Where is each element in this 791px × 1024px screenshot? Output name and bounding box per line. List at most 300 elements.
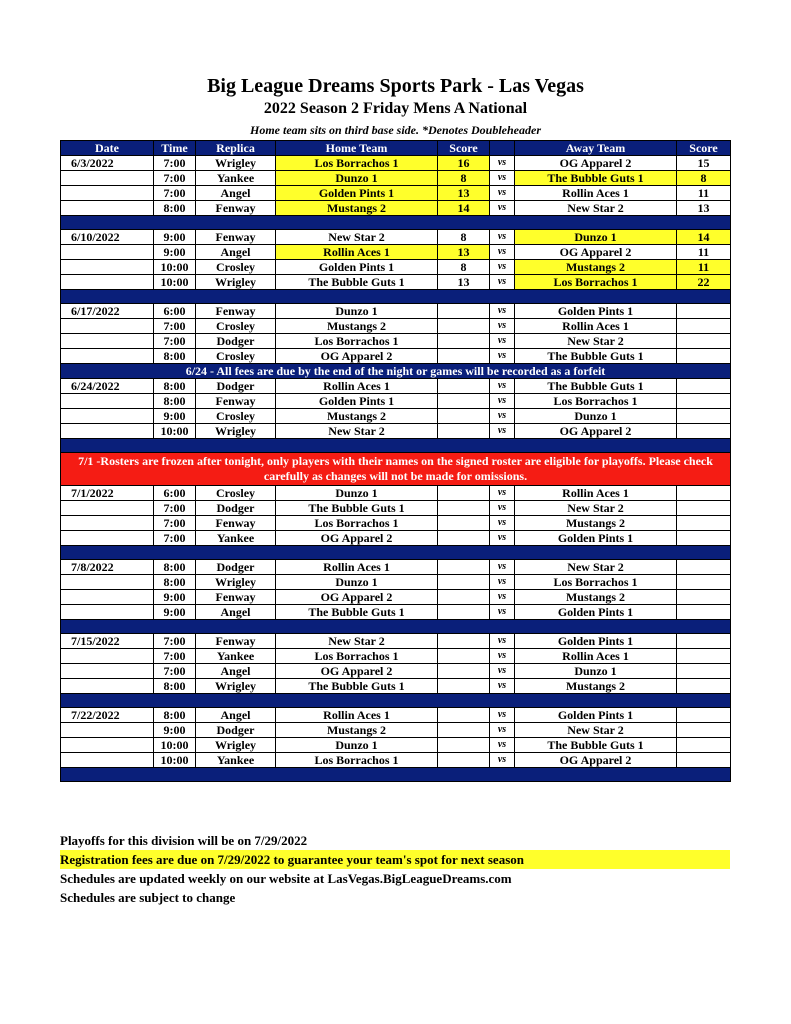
game-field: Dodger (196, 560, 276, 575)
game-date (61, 245, 154, 260)
game-date (61, 319, 154, 334)
separator-bar (61, 290, 731, 304)
away-score: 22 (677, 275, 731, 290)
game-field: Wrigley (196, 424, 276, 439)
vs-label: vs (490, 201, 515, 216)
game-time: 7:00 (154, 531, 196, 546)
away-score (677, 575, 731, 590)
vs-label: vs (490, 605, 515, 620)
away-score (677, 664, 731, 679)
vs-label: vs (490, 245, 515, 260)
home-score (438, 664, 490, 679)
away-score (677, 334, 731, 349)
page-title: Big League Dreams Sports Park - Las Vegas (207, 75, 584, 97)
game-date (61, 201, 154, 216)
game-field: Wrigley (196, 679, 276, 694)
home-score (438, 575, 490, 590)
game-time: 8:00 (154, 201, 196, 216)
game-row (61, 575, 731, 590)
home-score (438, 319, 490, 334)
game-field: Wrigley (196, 156, 276, 171)
game-time: 8:00 (154, 349, 196, 364)
home-team: Los Borrachos 1 (276, 516, 438, 531)
vs-label: vs (490, 560, 515, 575)
game-row (61, 334, 731, 349)
game-time: 6:00 (154, 304, 196, 319)
away-team: Dunzo 1 (515, 230, 677, 245)
game-field: Dodger (196, 334, 276, 349)
vs-label: vs (490, 349, 515, 364)
game-row (61, 649, 731, 664)
home-team: Golden Pints 1 (276, 394, 438, 409)
game-field: Yankee (196, 531, 276, 546)
game-field: Angel (196, 186, 276, 201)
vs-label: vs (490, 275, 515, 290)
away-team: Rollin Aces 1 (515, 486, 677, 501)
game-row (61, 230, 731, 245)
game-time: 7:00 (154, 516, 196, 531)
home-score (438, 516, 490, 531)
separator-bar (61, 620, 731, 634)
game-row (61, 664, 731, 679)
vs-label: vs (490, 531, 515, 546)
home-score (438, 708, 490, 723)
game-time: 9:00 (154, 605, 196, 620)
fees-due-notice (61, 364, 731, 379)
vs-label: vs (490, 708, 515, 723)
away-team: Golden Pints 1 (515, 708, 677, 723)
away-score (677, 304, 731, 319)
game-field: Angel (196, 605, 276, 620)
vs-label: vs (490, 304, 515, 319)
away-team: OG Apparel 2 (515, 156, 677, 171)
away-team: Dunzo 1 (515, 664, 677, 679)
home-team: Rollin Aces 1 (276, 245, 438, 260)
game-row (61, 516, 731, 531)
home-team: Dunzo 1 (276, 486, 438, 501)
game-time: 8:00 (154, 575, 196, 590)
home-team: The Bubble Guts 1 (276, 501, 438, 516)
game-date (61, 260, 154, 275)
game-time: 7:00 (154, 664, 196, 679)
game-row (61, 708, 731, 723)
vs-label: vs (490, 486, 515, 501)
away-team: Mustangs 2 (515, 516, 677, 531)
away-score: 8 (677, 171, 731, 186)
game-date (61, 349, 154, 364)
vs-label: vs (490, 394, 515, 409)
game-field: Dodger (196, 723, 276, 738)
home-score (438, 679, 490, 694)
home-team: OG Apparel 2 (276, 590, 438, 605)
home-score: 13 (438, 245, 490, 260)
home-team: Dunzo 1 (276, 304, 438, 319)
col-date: Date (61, 141, 154, 156)
home-team: New Star 2 (276, 230, 438, 245)
home-team: Los Borrachos 1 (276, 334, 438, 349)
home-score (438, 605, 490, 620)
game-row (61, 723, 731, 738)
away-team: Golden Pints 1 (515, 634, 677, 649)
home-score: 13 (438, 186, 490, 201)
home-team: OG Apparel 2 (276, 664, 438, 679)
game-date (61, 605, 154, 620)
week-separator (61, 439, 731, 453)
game-time: 8:00 (154, 560, 196, 575)
home-score (438, 424, 490, 439)
week-separator (61, 290, 731, 304)
away-team: Los Borrachos 1 (515, 575, 677, 590)
home-team: Los Borrachos 1 (276, 156, 438, 171)
game-row (61, 260, 731, 275)
home-team: The Bubble Guts 1 (276, 605, 438, 620)
game-date (61, 334, 154, 349)
away-team: Rollin Aces 1 (515, 319, 677, 334)
away-score: 11 (677, 245, 731, 260)
vs-label: vs (490, 634, 515, 649)
game-time: 7:00 (154, 649, 196, 664)
away-score (677, 516, 731, 531)
game-field: Crosley (196, 260, 276, 275)
away-score: 13 (677, 201, 731, 216)
game-row (61, 394, 731, 409)
vs-label: vs (490, 738, 515, 753)
notice-text: 7/1 -Rosters are frozen after tonight, only players with their names on the signed roster are eligible for playoffs. Please check carefully as changes will not be made for omissions. (61, 453, 731, 486)
away-score: 11 (677, 186, 731, 201)
game-date (61, 424, 154, 439)
game-row (61, 560, 731, 575)
game-row (61, 531, 731, 546)
vs-label: vs (490, 501, 515, 516)
page-subtitle: 2022 Season 2 Friday Mens A National (263, 100, 528, 117)
away-score (677, 753, 731, 768)
vs-label: vs (490, 156, 515, 171)
home-score: 13 (438, 275, 490, 290)
game-date (61, 679, 154, 694)
game-time: 8:00 (154, 708, 196, 723)
separator-bar (61, 546, 731, 560)
home-team: New Star 2 (276, 424, 438, 439)
game-date (61, 394, 154, 409)
separator-bar (61, 439, 731, 453)
game-field: Yankee (196, 649, 276, 664)
away-score (677, 738, 731, 753)
home-score: 8 (438, 171, 490, 186)
game-field: Fenway (196, 394, 276, 409)
vs-label: vs (490, 334, 515, 349)
away-score (677, 590, 731, 605)
game-date (61, 409, 154, 424)
schedule-table (60, 140, 730, 782)
week-separator (61, 620, 731, 634)
away-team: Mustangs 2 (515, 590, 677, 605)
game-field: Crosley (196, 349, 276, 364)
away-team: Golden Pints 1 (515, 304, 677, 319)
game-time: 7:00 (154, 186, 196, 201)
away-score (677, 319, 731, 334)
home-team-note: Home team sits on third base side. *Denotes Doubleheader (250, 123, 541, 137)
game-date: 7/15/2022 (61, 634, 154, 649)
home-score (438, 394, 490, 409)
home-team: Rollin Aces 1 (276, 560, 438, 575)
home-score: 8 (438, 230, 490, 245)
home-score (438, 501, 490, 516)
home-team: New Star 2 (276, 634, 438, 649)
home-team: Los Borrachos 1 (276, 753, 438, 768)
vs-label: vs (490, 171, 515, 186)
vs-label: vs (490, 319, 515, 334)
game-time: 6:00 (154, 486, 196, 501)
home-team: The Bubble Guts 1 (276, 275, 438, 290)
game-field: Wrigley (196, 738, 276, 753)
away-score (677, 409, 731, 424)
game-date (61, 186, 154, 201)
game-time: 9:00 (154, 590, 196, 605)
game-date (61, 516, 154, 531)
game-field: Dodger (196, 379, 276, 394)
away-score (677, 560, 731, 575)
game-row (61, 245, 731, 260)
home-score (438, 334, 490, 349)
game-date (61, 575, 154, 590)
away-score (677, 379, 731, 394)
playoffs-note: Playoffs for this division will be on 7/29/2022 (60, 833, 308, 848)
away-score (677, 634, 731, 649)
game-row (61, 605, 731, 620)
game-row (61, 201, 731, 216)
game-field: Fenway (196, 304, 276, 319)
week-separator (61, 216, 731, 230)
game-row (61, 424, 731, 439)
game-date (61, 501, 154, 516)
game-row (61, 186, 731, 201)
game-row (61, 501, 731, 516)
game-field: Dodger (196, 501, 276, 516)
away-team: OG Apparel 2 (515, 245, 677, 260)
away-team: New Star 2 (515, 334, 677, 349)
game-field: Wrigley (196, 275, 276, 290)
game-row (61, 275, 731, 290)
game-time: 10:00 (154, 275, 196, 290)
vs-label: vs (490, 723, 515, 738)
game-row (61, 738, 731, 753)
website-note: Schedules are updated weekly on our website at LasVegas.BigLeagueDreams.com (60, 871, 512, 886)
vs-label: vs (490, 186, 515, 201)
vs-label: vs (490, 590, 515, 605)
game-date: 6/24/2022 (61, 379, 154, 394)
col-away-team: Away Team (515, 141, 677, 156)
home-team: Los Borrachos 1 (276, 649, 438, 664)
game-row (61, 679, 731, 694)
game-row (61, 379, 731, 394)
home-score (438, 723, 490, 738)
col-time: Time (154, 141, 196, 156)
game-time: 7:00 (154, 156, 196, 171)
notice-text: 6/24 - All fees are due by the end of the night or games will be recorded as a forfeit (61, 364, 731, 379)
game-field: Crosley (196, 486, 276, 501)
game-row (61, 634, 731, 649)
game-time: 10:00 (154, 753, 196, 768)
col-away-score: Score (677, 141, 731, 156)
away-score (677, 486, 731, 501)
home-team: Dunzo 1 (276, 575, 438, 590)
game-date (61, 275, 154, 290)
away-team: The Bubble Guts 1 (515, 171, 677, 186)
away-team: New Star 2 (515, 560, 677, 575)
game-field: Fenway (196, 590, 276, 605)
game-row (61, 349, 731, 364)
away-team: The Bubble Guts 1 (515, 349, 677, 364)
home-score (438, 531, 490, 546)
home-team: Dunzo 1 (276, 738, 438, 753)
col-home-score: Score (438, 141, 490, 156)
game-time: 8:00 (154, 394, 196, 409)
game-row (61, 156, 731, 171)
game-field: Angel (196, 245, 276, 260)
separator-bar (61, 694, 731, 708)
home-score (438, 379, 490, 394)
game-time: 9:00 (154, 409, 196, 424)
week-separator (61, 768, 731, 782)
away-team: Los Borrachos 1 (515, 275, 677, 290)
home-team: Dunzo 1 (276, 171, 438, 186)
home-score (438, 304, 490, 319)
game-date: 7/8/2022 (61, 560, 154, 575)
home-score (438, 486, 490, 501)
away-team: Golden Pints 1 (515, 531, 677, 546)
home-team: OG Apparel 2 (276, 531, 438, 546)
away-score: 15 (677, 156, 731, 171)
home-team: Mustangs 2 (276, 319, 438, 334)
home-score (438, 634, 490, 649)
away-score (677, 649, 731, 664)
game-row (61, 171, 731, 186)
game-row (61, 486, 731, 501)
game-time: 10:00 (154, 738, 196, 753)
home-team: Mustangs 2 (276, 201, 438, 216)
away-team: New Star 2 (515, 723, 677, 738)
home-score (438, 753, 490, 768)
home-team: The Bubble Guts 1 (276, 679, 438, 694)
game-time: 9:00 (154, 723, 196, 738)
home-team: Mustangs 2 (276, 723, 438, 738)
home-score (438, 649, 490, 664)
game-date (61, 590, 154, 605)
schedule-body (61, 156, 731, 782)
game-date: 6/3/2022 (61, 156, 154, 171)
away-team: Dunzo 1 (515, 409, 677, 424)
separator-bar (61, 768, 731, 782)
vs-label: vs (490, 424, 515, 439)
game-date (61, 171, 154, 186)
game-date (61, 664, 154, 679)
home-score (438, 560, 490, 575)
game-row (61, 753, 731, 768)
vs-label: vs (490, 260, 515, 275)
game-time: 7:00 (154, 334, 196, 349)
home-score (438, 738, 490, 753)
vs-label: vs (490, 230, 515, 245)
game-row (61, 409, 731, 424)
home-score (438, 409, 490, 424)
game-time: 7:00 (154, 501, 196, 516)
away-score (677, 501, 731, 516)
game-date (61, 649, 154, 664)
game-time: 10:00 (154, 424, 196, 439)
game-field: Crosley (196, 319, 276, 334)
home-team: Rollin Aces 1 (276, 379, 438, 394)
game-field: Yankee (196, 753, 276, 768)
separator-bar (61, 216, 731, 230)
week-separator (61, 546, 731, 560)
registration-note: Registration fees are due on 7/29/2022 to guarantee your team's spot for next season (60, 850, 730, 869)
away-score (677, 424, 731, 439)
game-field: Crosley (196, 409, 276, 424)
away-team: The Bubble Guts 1 (515, 738, 677, 753)
home-team: Golden Pints 1 (276, 260, 438, 275)
game-time: 7:00 (154, 634, 196, 649)
game-time: 10:00 (154, 260, 196, 275)
change-note: Schedules are subject to change (60, 890, 236, 905)
away-team: Rollin Aces 1 (515, 186, 677, 201)
game-row (61, 304, 731, 319)
game-date (61, 753, 154, 768)
away-team: OG Apparel 2 (515, 753, 677, 768)
home-score: 16 (438, 156, 490, 171)
game-row (61, 590, 731, 605)
col-replica: Replica (196, 141, 276, 156)
game-field: Yankee (196, 171, 276, 186)
away-team: The Bubble Guts 1 (515, 379, 677, 394)
game-row (61, 319, 731, 334)
home-score (438, 590, 490, 605)
away-team: Los Borrachos 1 (515, 394, 677, 409)
game-date (61, 723, 154, 738)
game-field: Fenway (196, 516, 276, 531)
vs-label: vs (490, 679, 515, 694)
game-field: Fenway (196, 201, 276, 216)
away-score: 14 (677, 230, 731, 245)
vs-label: vs (490, 409, 515, 424)
away-score (677, 531, 731, 546)
game-date (61, 531, 154, 546)
game-time: 8:00 (154, 679, 196, 694)
vs-label: vs (490, 649, 515, 664)
home-score (438, 349, 490, 364)
home-team: OG Apparel 2 (276, 349, 438, 364)
game-field: Fenway (196, 634, 276, 649)
home-team: Mustangs 2 (276, 409, 438, 424)
away-score (677, 708, 731, 723)
table-header-row (61, 141, 731, 156)
roster-freeze-notice (61, 453, 731, 486)
home-team: Rollin Aces 1 (276, 708, 438, 723)
game-field: Angel (196, 708, 276, 723)
away-team: New Star 2 (515, 501, 677, 516)
vs-label: vs (490, 664, 515, 679)
away-score (677, 679, 731, 694)
vs-label: vs (490, 379, 515, 394)
away-score (677, 605, 731, 620)
game-field: Fenway (196, 230, 276, 245)
away-score (677, 394, 731, 409)
home-team: Golden Pints 1 (276, 186, 438, 201)
col-vs (490, 141, 515, 156)
game-time: 8:00 (154, 379, 196, 394)
away-score (677, 349, 731, 364)
away-team: Mustangs 2 (515, 679, 677, 694)
home-score: 14 (438, 201, 490, 216)
